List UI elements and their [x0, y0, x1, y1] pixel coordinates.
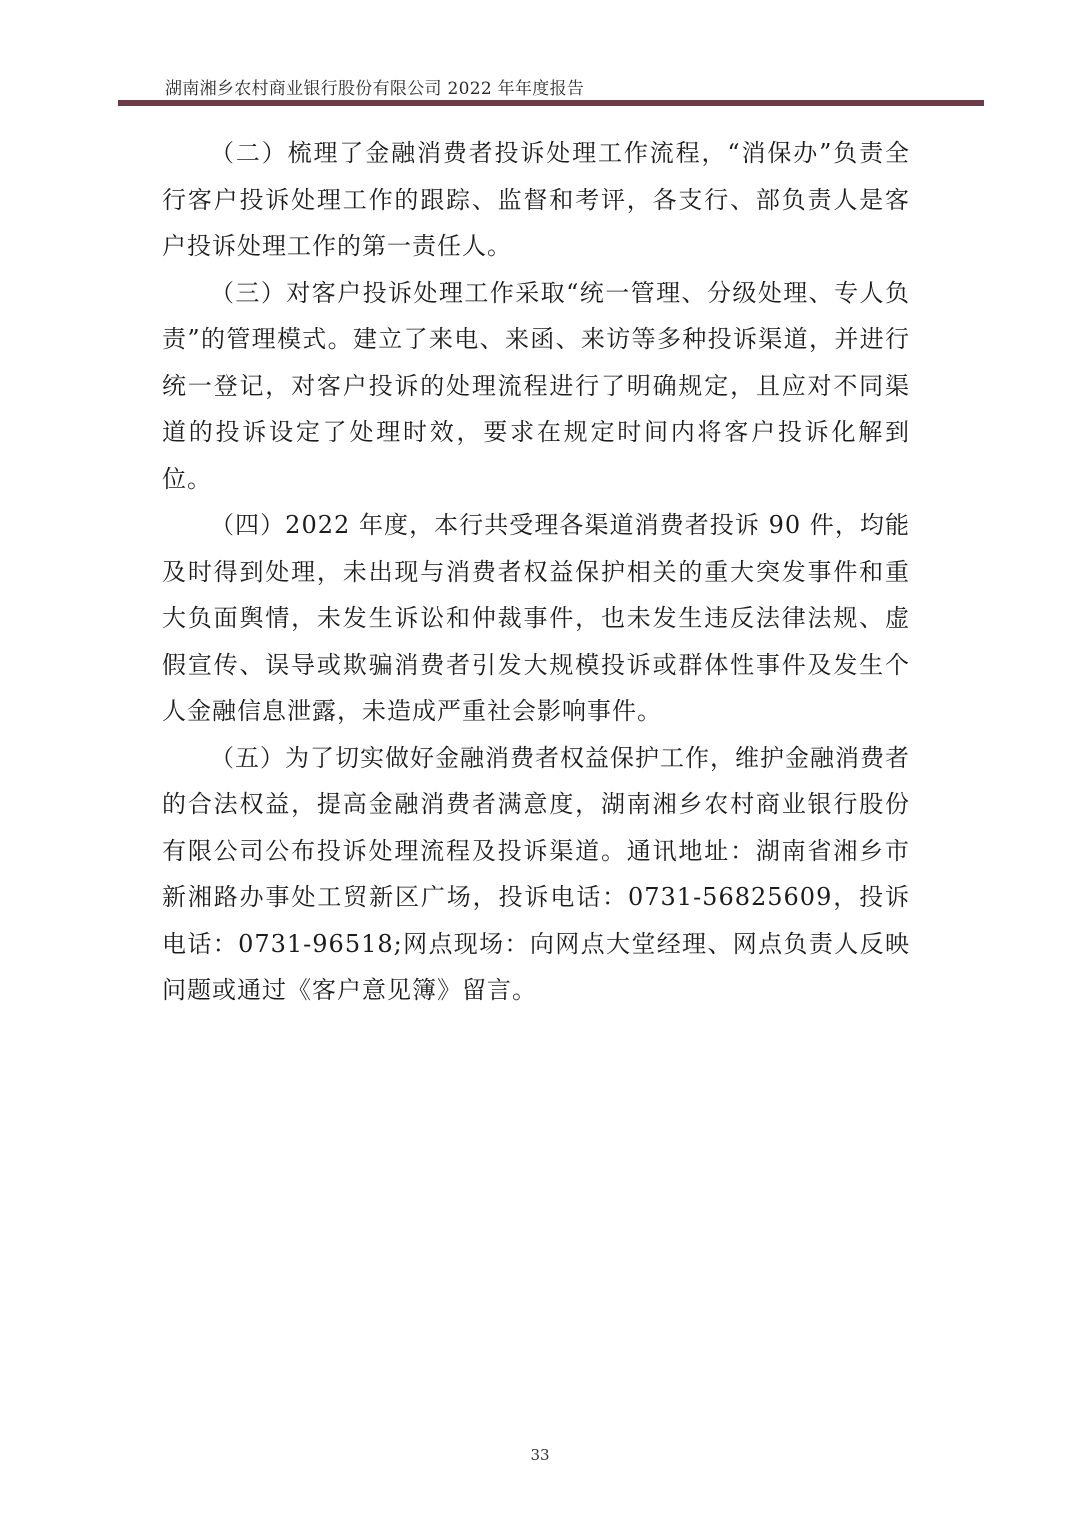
- paragraph-complaint-channels: （五）为了切实做好金融消费者权益保护工作，维护金融消费者的合法权益，提高金融消费者满意度，湖南湘乡农村商业银行股份有限公司公布投诉处理流程及投诉渠道。通讯地址：湖南省湘乡市新湘路办事处工贸新区广场，投诉电话：0731-56825609，投诉电话：0731-96518;网点现场：向网点大堂经理、网点负责人反映问题或通过《客户意见簿》留言。: [162, 743, 910, 1004]
- paragraph-annual-complaints: （四）2022 年度，本行共受理各渠道消费者投诉 90 件，均能及时得到处理，未出现与消费者权益保护相关的重大突发事件和重大负面舆情，未发生诉讼和仲裁事件，也未发生违反法律法规、虚假宣传、误导或欺骗消费者引发大规模投诉或群体性事件及发生个人金融信息泄露，未造成严重社会影响事件。: [162, 511, 910, 725]
- paragraph-complaint-workflow: （二）梳理了金融消费者投诉处理工作流程，“消保办”负责全行客户投诉处理工作的跟踪、监督和考评，各支行、部负责人是客户投诉处理工作的第一责任人。: [162, 139, 910, 260]
- report-body: [162, 130, 910, 1014]
- paragraph-management-mode: （三）对客户投诉处理工作采取“统一管理、分级处理、专人负责”的管理模式。建立了来电、来函、来访等多种投诉渠道，并进行统一登记，对客户投诉的处理流程进行了明确规定，且应对不同渠道的投诉设定了处理时效，要求在规定时间内将客户投诉化解到位。: [162, 278, 910, 493]
- page-number: 33: [530, 1446, 550, 1464]
- report-header-title: 湖南湘乡农村商业银行股份有限公司 2022 年年度报告: [165, 79, 585, 99]
- header-divider: [118, 100, 984, 106]
